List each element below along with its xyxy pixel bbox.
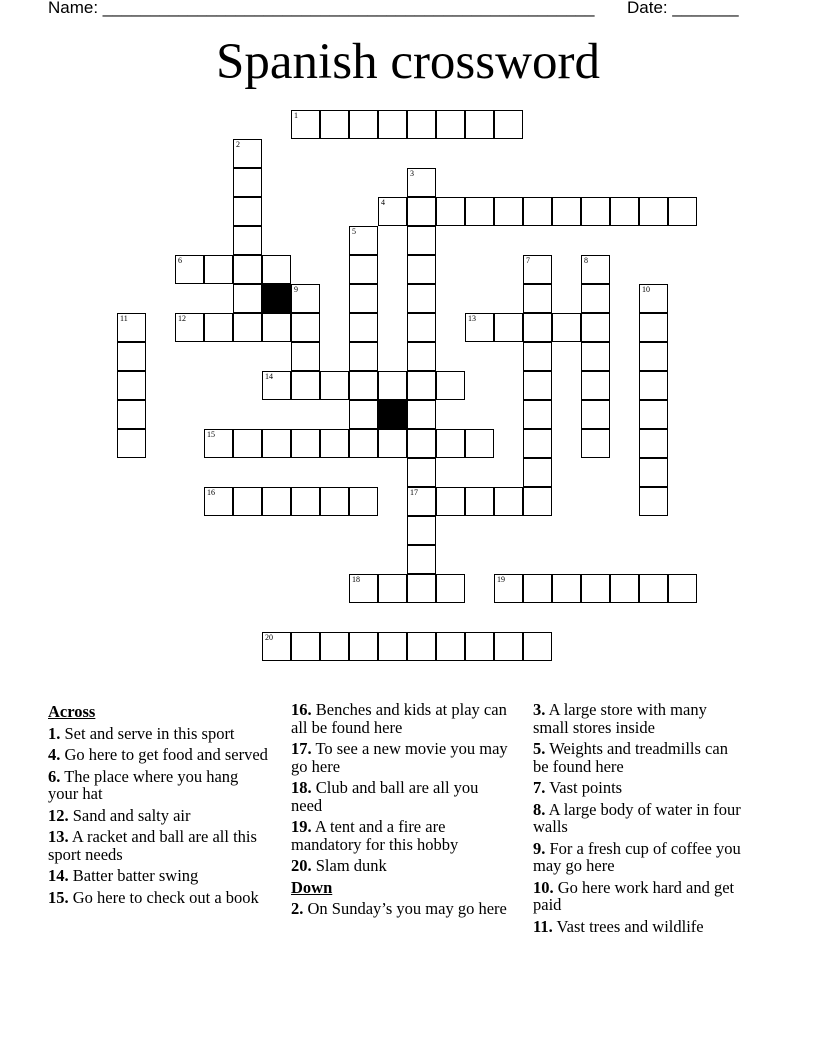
grid-cell[interactable]	[581, 371, 610, 400]
clue-number-label: 15	[207, 430, 215, 439]
grid-cell[interactable]	[465, 632, 494, 661]
grid-cell[interactable]	[262, 371, 291, 400]
grid-cell[interactable]	[639, 284, 668, 313]
clue-down-10	[533, 879, 743, 914]
clue-text: A racket and ball are all this sport needs	[48, 827, 257, 864]
clue-down-9	[533, 840, 743, 875]
grid-cell[interactable]	[320, 371, 349, 400]
clue-number: 19.	[291, 817, 312, 836]
clue-number: 13.	[48, 827, 69, 846]
grid-cell[interactable]	[465, 487, 494, 516]
clue-number: 18.	[291, 778, 312, 797]
grid-cell[interactable]	[117, 400, 146, 429]
clue-number-label: 10	[642, 285, 650, 294]
grid-cell[interactable]	[523, 313, 552, 342]
grid-cell[interactable]	[581, 429, 610, 458]
grid-cell[interactable]	[117, 313, 146, 342]
clue-text: A large store with many small stores inside	[533, 700, 707, 737]
grid-cell[interactable]	[407, 516, 436, 545]
grid-cell[interactable]	[349, 110, 378, 139]
clue-across-19	[291, 818, 511, 853]
clue-number: 7.	[533, 778, 546, 797]
grid-cell[interactable]	[523, 400, 552, 429]
clue-number: 9.	[533, 838, 546, 858]
clue-across-13	[48, 828, 268, 863]
clue-text: Slam dunk	[315, 856, 387, 875]
grid-cell[interactable]	[523, 574, 552, 603]
grid-cell[interactable]	[610, 197, 639, 226]
clue-text: Weights and treadmills can be found here	[533, 739, 728, 776]
grid-cell[interactable]	[465, 197, 494, 226]
grid-cell[interactable]	[407, 458, 436, 487]
clues-column-2	[291, 701, 511, 922]
grid-cell[interactable]	[320, 110, 349, 139]
clue-number-label: 19	[497, 575, 505, 584]
grid-cell[interactable]	[233, 284, 262, 313]
grid-cell[interactable]	[204, 429, 233, 458]
grid-cell[interactable]	[581, 342, 610, 371]
clue-number: 8.	[533, 799, 546, 819]
grid-cell[interactable]	[523, 197, 552, 226]
clues-column-3	[533, 701, 743, 939]
clue-across-15	[48, 889, 268, 907]
grid-cell[interactable]	[349, 255, 378, 284]
grid-cell[interactable]	[378, 632, 407, 661]
grid-cell[interactable]	[407, 168, 436, 197]
grid-cell[interactable]	[117, 371, 146, 400]
grid-cell[interactable]	[407, 284, 436, 313]
clue-number-label: 3	[410, 169, 414, 178]
grid-cell[interactable]	[668, 197, 697, 226]
clue-text: Go here work hard and get paid	[533, 877, 735, 914]
grid-cell[interactable]	[639, 197, 668, 226]
grid-cell[interactable]	[262, 255, 291, 284]
clue-number-label: 13	[468, 314, 476, 323]
grid-cell[interactable]	[407, 371, 436, 400]
clue-number-label: 16	[207, 488, 215, 497]
clue-number-label: 17	[410, 488, 418, 497]
clue-text: A large body of water in four walls	[533, 799, 741, 836]
clue-text: For a fresh cup of coffee you may go here	[533, 838, 741, 875]
clue-text: On Sunday’s you may go here	[307, 899, 507, 918]
clue-number-label: 8	[584, 256, 588, 265]
grid-cell[interactable]	[291, 284, 320, 313]
grid-cell[interactable]	[233, 429, 262, 458]
grid-cell[interactable]	[639, 429, 668, 458]
grid-cell[interactable]	[494, 574, 523, 603]
grid-cell[interactable]	[349, 371, 378, 400]
clue-down-3	[533, 701, 743, 736]
grid-cell[interactable]	[349, 400, 378, 429]
clue-across-18	[291, 779, 511, 814]
grid-cell[interactable]	[233, 313, 262, 342]
grid-cell[interactable]	[175, 255, 204, 284]
grid-cell[interactable]	[523, 632, 552, 661]
grid-cell[interactable]	[407, 545, 436, 574]
grid-cell[interactable]	[349, 313, 378, 342]
grid-cell[interactable]	[291, 342, 320, 371]
grid-cell[interactable]	[581, 255, 610, 284]
grid-cell[interactable]	[523, 255, 552, 284]
grid-cell[interactable]	[494, 632, 523, 661]
grid-cell[interactable]	[407, 226, 436, 255]
clue-number-label: 12	[178, 314, 186, 323]
clue-number: 17.	[291, 739, 312, 758]
clue-number: 4.	[48, 745, 61, 764]
grid-cell[interactable]	[378, 429, 407, 458]
black-cell	[262, 284, 291, 313]
clue-across-17	[291, 740, 511, 775]
grid-cell[interactable]	[378, 574, 407, 603]
grid-cell[interactable]	[639, 313, 668, 342]
grid-cell[interactable]	[639, 487, 668, 516]
grid-cell[interactable]	[523, 342, 552, 371]
grid-cell[interactable]	[320, 487, 349, 516]
grid-cell[interactable]	[436, 429, 465, 458]
grid-cell[interactable]	[233, 255, 262, 284]
grid-cell[interactable]	[523, 371, 552, 400]
clue-down-5	[533, 740, 743, 775]
grid-cell[interactable]	[552, 574, 581, 603]
clue-number: 15.	[48, 887, 69, 907]
grid-cell[interactable]	[233, 487, 262, 516]
clue-text: Go here to get food and served	[64, 745, 268, 764]
grid-cell[interactable]	[407, 255, 436, 284]
clue-across-16	[291, 701, 511, 736]
grid-cell[interactable]	[494, 110, 523, 139]
grid-cell[interactable]	[639, 458, 668, 487]
black-cell	[378, 400, 407, 429]
grid-cell[interactable]	[465, 429, 494, 458]
grid-cell[interactable]	[436, 197, 465, 226]
date-field[interactable]: Date: _______	[627, 0, 739, 17]
grid-cell[interactable]	[378, 110, 407, 139]
grid-cell[interactable]	[204, 255, 233, 284]
grid-cell[interactable]	[436, 574, 465, 603]
clue-number: 12.	[48, 805, 69, 825]
grid-cell[interactable]	[320, 632, 349, 661]
clue-text: The place where you hang your hat	[48, 766, 239, 803]
grid-cell[interactable]	[523, 284, 552, 313]
grid-cell[interactable]	[523, 458, 552, 487]
clue-number-label: 9	[294, 285, 298, 294]
clue-down-8	[533, 801, 743, 836]
grid-cell[interactable]	[349, 226, 378, 255]
grid-cell[interactable]	[523, 487, 552, 516]
clue-across-20	[291, 857, 511, 875]
grid-cell[interactable]	[378, 197, 407, 226]
grid-cell[interactable]	[639, 342, 668, 371]
grid-cell[interactable]	[349, 342, 378, 371]
clue-number: 2.	[291, 899, 304, 918]
clue-number: 3.	[533, 700, 546, 719]
grid-cell[interactable]	[291, 429, 320, 458]
grid-cell[interactable]	[407, 632, 436, 661]
grid-cell[interactable]	[494, 487, 523, 516]
grid-cell[interactable]	[262, 487, 291, 516]
clue-number-label: 6	[178, 256, 182, 265]
down-heading: Down	[291, 877, 333, 897]
grid-cell[interactable]	[407, 429, 436, 458]
clue-number-label: 11	[120, 314, 128, 323]
clue-text: Set and serve in this sport	[64, 723, 235, 743]
clues-column-1	[48, 701, 268, 910]
grid-cell[interactable]	[552, 197, 581, 226]
grid-cell[interactable]	[610, 574, 639, 603]
grid-cell[interactable]	[291, 487, 320, 516]
grid-cell[interactable]	[581, 284, 610, 313]
clue-across-14	[48, 867, 268, 885]
clue-number-label: 20	[265, 633, 273, 642]
clue-text: Vast points	[549, 778, 623, 797]
clue-across-6	[48, 768, 268, 803]
grid-cell[interactable]	[262, 313, 291, 342]
across-heading: Across	[48, 702, 96, 721]
grid-cell[interactable]	[204, 487, 233, 516]
clue-down-11	[533, 918, 743, 936]
clue-text: Batter batter swing	[72, 866, 199, 885]
clue-text: Club and ball are all you need	[291, 778, 479, 815]
grid-cell[interactable]	[349, 632, 378, 661]
grid-cell[interactable]	[175, 313, 204, 342]
clue-number-label: 18	[352, 575, 360, 584]
grid-cell[interactable]	[494, 197, 523, 226]
grid-cell[interactable]	[407, 342, 436, 371]
clue-across-12	[48, 807, 268, 825]
clue-text: Benches and kids at play can all be found here	[291, 700, 507, 737]
grid-cell[interactable]	[233, 197, 262, 226]
grid-cell[interactable]	[291, 632, 320, 661]
grid-cell[interactable]	[117, 342, 146, 371]
clue-number-label: 4	[381, 198, 385, 207]
grid-cell[interactable]	[407, 110, 436, 139]
clue-number: 20.	[291, 856, 312, 875]
grid-cell[interactable]	[436, 371, 465, 400]
grid-cell[interactable]	[233, 139, 262, 168]
grid-cell[interactable]	[436, 487, 465, 516]
grid-cell[interactable]	[262, 429, 291, 458]
clue-text: To see a new movie you may go here	[291, 739, 508, 776]
grid-cell[interactable]	[291, 110, 320, 139]
grid-cell[interactable]	[233, 168, 262, 197]
grid-cell[interactable]	[465, 313, 494, 342]
grid-cell[interactable]	[407, 574, 436, 603]
clue-down-7	[533, 779, 743, 797]
clue-number: 6.	[48, 766, 61, 786]
grid-cell[interactable]	[407, 313, 436, 342]
clue-number: 16.	[291, 700, 312, 719]
grid-cell[interactable]	[233, 226, 262, 255]
grid-cell[interactable]	[407, 400, 436, 429]
clue-number: 10.	[533, 877, 554, 897]
grid-cell[interactable]	[552, 313, 581, 342]
clue-text: Vast trees and wildlife	[556, 916, 704, 936]
grid-cell[interactable]	[581, 197, 610, 226]
name-field[interactable]: Name: ____________________________________________________	[48, 0, 595, 17]
clue-number: 14.	[48, 866, 69, 885]
grid-cell[interactable]	[436, 110, 465, 139]
grid-cell[interactable]	[668, 574, 697, 603]
grid-cell[interactable]	[581, 400, 610, 429]
grid-cell[interactable]	[639, 371, 668, 400]
clue-number-label: 2	[236, 140, 240, 149]
grid-cell[interactable]	[349, 284, 378, 313]
clue-across-4	[48, 746, 268, 764]
clue-number: 11.	[533, 916, 553, 936]
page-title: Spanish crossword	[216, 34, 600, 90]
grid-cell[interactable]	[291, 371, 320, 400]
grid-cell[interactable]	[349, 574, 378, 603]
clue-across-1	[48, 725, 268, 743]
clue-number: 1.	[48, 723, 61, 743]
grid-cell[interactable]	[262, 632, 291, 661]
grid-cell[interactable]	[407, 197, 436, 226]
grid-cell[interactable]	[639, 574, 668, 603]
clue-number: 5.	[533, 739, 546, 758]
grid-cell[interactable]	[494, 313, 523, 342]
clue-number-label: 1	[294, 111, 298, 120]
clue-down-2	[291, 900, 511, 918]
clue-text: Go here to check out a book	[72, 887, 259, 907]
grid-cell[interactable]	[581, 574, 610, 603]
grid-cell[interactable]	[349, 487, 378, 516]
grid-cell[interactable]	[204, 313, 233, 342]
grid-cell[interactable]	[407, 487, 436, 516]
clue-number-label: 7	[526, 256, 530, 265]
grid-cell[interactable]	[349, 429, 378, 458]
grid-cell[interactable]	[639, 400, 668, 429]
grid-cell[interactable]	[523, 429, 552, 458]
grid-cell[interactable]	[378, 371, 407, 400]
grid-cell[interactable]	[465, 110, 494, 139]
clue-number-label: 14	[265, 372, 273, 381]
grid-cell[interactable]	[436, 632, 465, 661]
clue-text: A tent and a fire are mandatory for this hobby	[291, 817, 459, 854]
grid-cell[interactable]	[117, 429, 146, 458]
clue-text: Sand and salty air	[72, 805, 191, 825]
grid-cell[interactable]	[320, 429, 349, 458]
grid-cell[interactable]	[291, 313, 320, 342]
grid-cell[interactable]	[581, 313, 610, 342]
clue-number-label: 5	[352, 227, 356, 236]
